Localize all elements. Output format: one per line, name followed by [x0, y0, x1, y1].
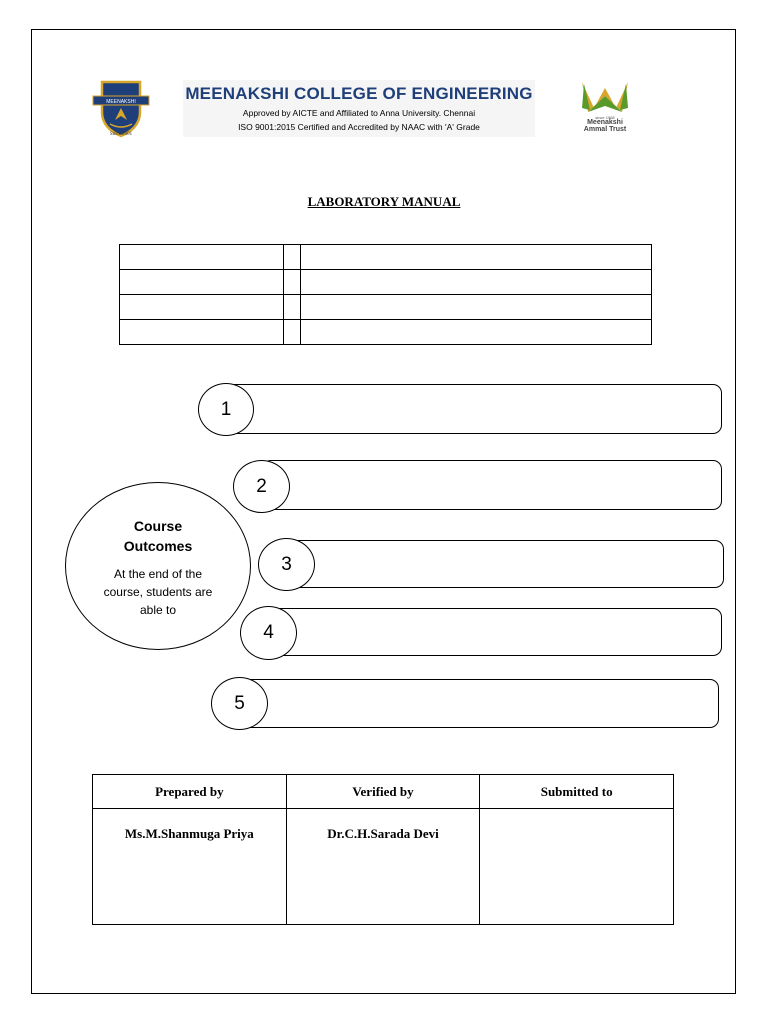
- table-row: [93, 809, 674, 925]
- outcome-5-field: [238, 679, 719, 728]
- info-label-cell: [120, 295, 284, 320]
- info-value-cell: [301, 245, 652, 270]
- info-label-cell: [120, 320, 284, 345]
- table-row: [120, 270, 652, 295]
- submitted-to-name: [480, 809, 674, 925]
- iso-line: ISO 9001:2015 Certified and Accredited by NAAC with 'A' Grade: [238, 122, 480, 132]
- trust-since-label: since 1968: [595, 115, 615, 120]
- prepared-by-header: Prepared by: [93, 775, 287, 809]
- outcome-5-number: 5: [211, 677, 268, 730]
- outcome-3-field: [286, 540, 724, 588]
- outcome-4-field: [268, 608, 722, 656]
- table-row: [93, 775, 674, 809]
- signature-table: [92, 774, 674, 925]
- outcome-1-field: [226, 384, 722, 434]
- info-value-cell: [301, 295, 652, 320]
- crest-label: MEENAKSHI: [106, 99, 136, 105]
- trust-name-line2: Ammal Trust: [583, 125, 627, 133]
- outcome-2-field: [262, 460, 722, 510]
- info-colon-cell: [284, 270, 301, 295]
- course-info-table: [119, 244, 652, 345]
- table-row: [120, 245, 652, 270]
- info-colon-cell: [284, 245, 301, 270]
- prepared-by-name: Ms.M.Shanmuga Priya: [93, 809, 287, 925]
- info-colon-cell: [284, 320, 301, 345]
- manual-title: LABORATORY MANUAL: [307, 194, 461, 209]
- outcome-1-number: 1: [198, 383, 254, 436]
- info-colon-cell: [284, 295, 301, 320]
- course-outcomes-subtext: At the end of the course, students are able to: [103, 567, 213, 617]
- info-value-cell: [301, 270, 652, 295]
- info-label-cell: [120, 270, 284, 295]
- course-outcomes-heading-line1: Course: [133, 518, 183, 534]
- approval-line: Approved by AICTE and Affiliated to Anna University. Chennai: [242, 108, 476, 118]
- course-outcomes-heading-line2: Outcomes: [123, 538, 193, 554]
- trust-name-line1: Meenakshi: [587, 119, 623, 126]
- outcome-3-number: 3: [258, 538, 315, 591]
- table-row: [120, 320, 652, 345]
- college-name: MEENAKSHI COLLEGE OF ENGINEERING: [185, 84, 533, 103]
- table-row: [120, 295, 652, 320]
- outcome-4-number: 4: [240, 606, 297, 660]
- crest-since-label: Since 2001: [109, 132, 133, 137]
- submitted-to-header: Submitted to: [480, 775, 674, 809]
- trust-name: [574, 120, 636, 133]
- info-value-cell: [301, 320, 652, 345]
- verified-by-name: Dr.C.H.Sarada Devi: [286, 809, 480, 925]
- outcome-2-number: 2: [233, 460, 290, 513]
- course-outcomes-heading: [65, 516, 251, 556]
- verified-by-header: Verified by: [286, 775, 480, 809]
- info-label-cell: [120, 245, 284, 270]
